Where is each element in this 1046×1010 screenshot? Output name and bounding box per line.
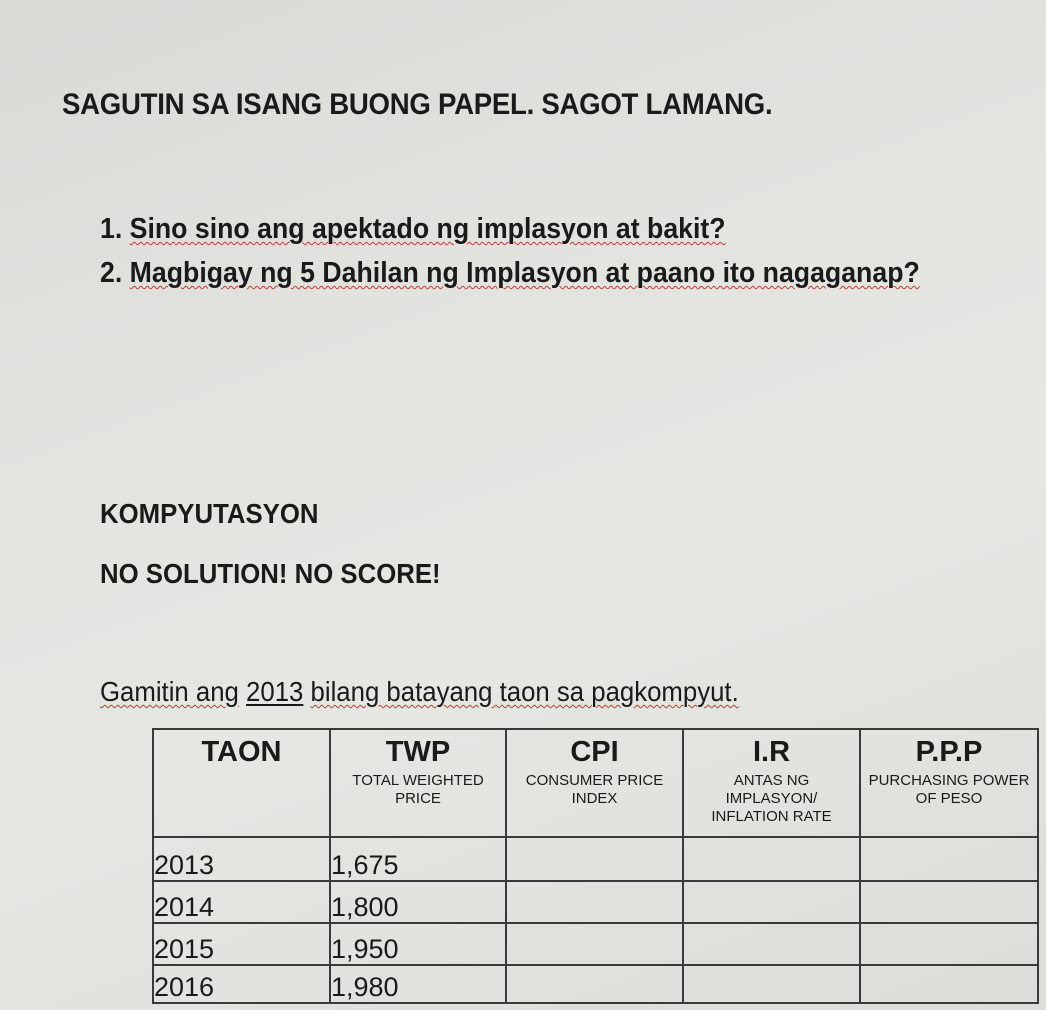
base-year: 2013 bbox=[246, 676, 304, 707]
solution-note: NO SOLUTION! NO SCORE! bbox=[100, 558, 441, 589]
cell-year: 2013 bbox=[153, 837, 330, 881]
question-number: 2. bbox=[100, 257, 123, 289]
cell-year: 2015 bbox=[153, 923, 330, 965]
cell-year: 2016 bbox=[153, 965, 330, 1003]
cell-ir[interactable] bbox=[683, 881, 860, 923]
question-item bbox=[100, 256, 920, 300]
question-number: 1. bbox=[100, 213, 123, 245]
section-title: KOMPYUTASYON bbox=[100, 498, 319, 529]
header-main: TAON bbox=[201, 736, 282, 768]
cell-ppp[interactable] bbox=[860, 965, 1038, 1003]
header-cpi bbox=[506, 729, 683, 837]
header-sub: ANTAS NG IMPLASYON/ INFLATION RATE bbox=[711, 772, 832, 825]
cell-twp: 1,675 bbox=[330, 837, 506, 881]
question-item bbox=[100, 212, 920, 256]
table-row bbox=[153, 965, 1038, 1003]
cell-ppp[interactable] bbox=[860, 881, 1038, 923]
cell-ppp[interactable] bbox=[860, 923, 1038, 965]
question-list bbox=[100, 212, 920, 300]
table-row bbox=[153, 837, 1038, 881]
header-twp bbox=[330, 729, 506, 837]
cell-ppp[interactable] bbox=[860, 837, 1038, 881]
cell-ir[interactable] bbox=[683, 837, 860, 881]
cell-ir[interactable] bbox=[683, 965, 860, 1003]
header-sub: PURCHASING POWER OF PESO bbox=[868, 772, 1030, 807]
header-sub: CONSUMER PRICE INDEX bbox=[525, 772, 664, 807]
header-main: CPI bbox=[570, 736, 619, 768]
instruction-text bbox=[100, 676, 739, 708]
cell-twp: 1,950 bbox=[330, 923, 506, 965]
cell-ir[interactable] bbox=[683, 923, 860, 965]
cell-cpi[interactable] bbox=[506, 923, 683, 965]
header-main: I.R bbox=[752, 736, 791, 768]
question-text: Sino sino ang apektado ng implasyon at bakit? bbox=[129, 213, 726, 245]
header-main: TWP bbox=[385, 736, 451, 768]
cell-cpi[interactable] bbox=[506, 837, 683, 881]
header-sub bbox=[154, 770, 329, 776]
header-ppp bbox=[860, 729, 1038, 837]
computation-table bbox=[152, 728, 1039, 1004]
question-text: Magbigay ng 5 Dahilan ng Implasyon at paano ito nagaganap? bbox=[129, 257, 920, 289]
cell-cpi[interactable] bbox=[506, 965, 683, 1003]
header-ir bbox=[683, 729, 860, 837]
cell-twp: 1,980 bbox=[330, 965, 506, 1003]
page-heading: SAGUTIN SA ISANG BUONG PAPEL. SAGOT LAMANG. bbox=[62, 88, 773, 121]
cell-year: 2014 bbox=[153, 881, 330, 923]
table-row bbox=[153, 923, 1038, 965]
header-taon bbox=[153, 729, 330, 837]
table-header-row bbox=[153, 729, 1038, 837]
cell-twp: 1,800 bbox=[330, 881, 506, 923]
cell-cpi[interactable] bbox=[506, 881, 683, 923]
instruction-after: bilang batayang taon sa pagkompyut. bbox=[310, 676, 739, 707]
table-row bbox=[153, 881, 1038, 923]
header-sub: TOTAL WEIGHTED PRICE bbox=[352, 772, 484, 807]
header-main: P.P.P bbox=[915, 736, 983, 768]
instruction-before: Gamitin ang bbox=[100, 676, 239, 707]
